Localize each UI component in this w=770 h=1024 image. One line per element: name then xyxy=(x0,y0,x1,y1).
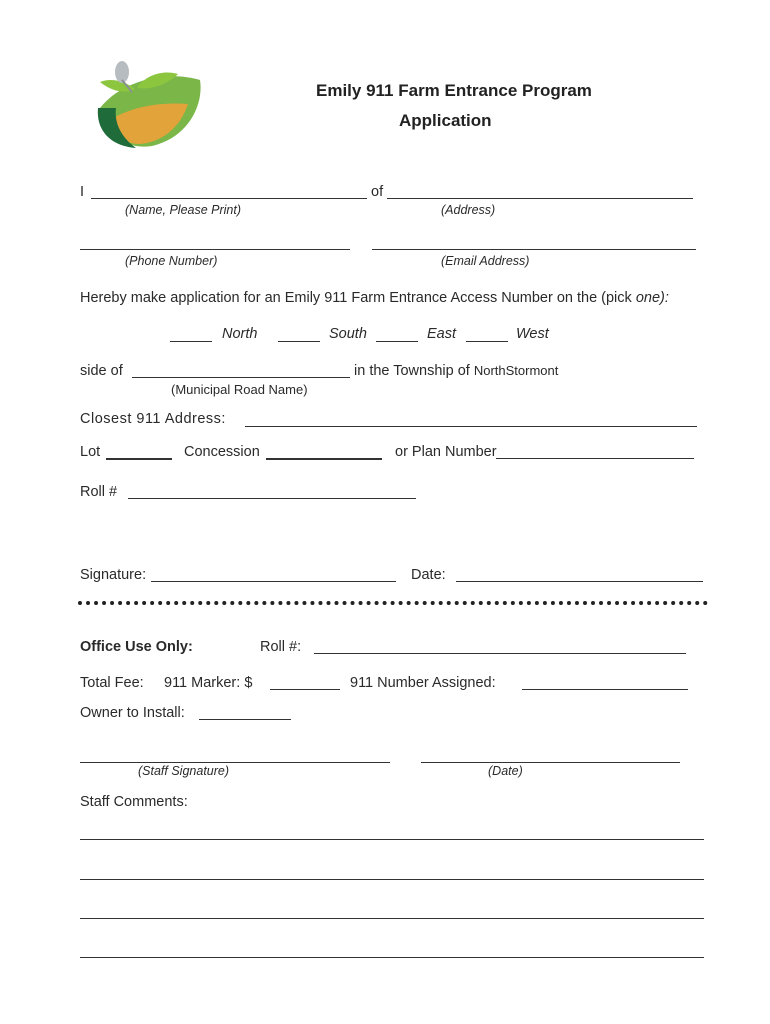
staff-signature-field[interactable] xyxy=(80,762,390,763)
phone-field[interactable] xyxy=(80,249,350,250)
office-use-heading: Office Use Only: xyxy=(80,639,193,655)
address-caption: (Address) xyxy=(441,203,496,217)
township-label xyxy=(354,363,558,379)
application-statement-text: Hereby make application for an Emily 911 Farm Entrance Access Number on the (pick xyxy=(80,290,632,306)
office-roll-field[interactable] xyxy=(314,653,686,654)
lot-label: Lot xyxy=(80,444,101,460)
closest-address-label: Closest 911 Address: xyxy=(80,411,226,427)
closest-address-field[interactable] xyxy=(245,426,697,427)
staff-signature-caption: (Staff Signature) xyxy=(138,764,230,778)
plan-number-field[interactable] xyxy=(496,458,694,459)
number-assigned-field[interactable] xyxy=(522,689,688,690)
west-checkbox[interactable] xyxy=(466,341,508,342)
township-name: NorthStormont xyxy=(473,363,559,378)
section-divider xyxy=(78,601,708,605)
owner-install-field[interactable] xyxy=(199,719,291,720)
total-fee-label: Total Fee: xyxy=(80,675,144,691)
office-roll-label: Roll #: xyxy=(260,639,302,655)
staff-date-field[interactable] xyxy=(421,762,680,763)
number-assigned-label: 911 Number Assigned: xyxy=(350,675,496,691)
i-label: I xyxy=(80,184,85,200)
signature-field[interactable] xyxy=(151,581,396,582)
staff-date-caption: (Date) xyxy=(488,764,523,778)
phone-caption: (Phone Number) xyxy=(125,254,218,268)
direction-east: East xyxy=(427,326,457,342)
roll-field[interactable] xyxy=(128,498,416,499)
east-checkbox[interactable] xyxy=(376,341,418,342)
concession-field[interactable] xyxy=(266,458,382,460)
lot-field[interactable] xyxy=(106,458,172,460)
name-caption: (Name, Please Print) xyxy=(125,203,242,217)
marker-label: 911 Marker: $ xyxy=(164,675,253,691)
address-field[interactable] xyxy=(387,198,693,199)
direction-north: North xyxy=(222,326,258,342)
application-statement-emphasis: one): xyxy=(635,290,669,306)
form-subtitle: Application xyxy=(399,111,492,130)
road-name-field[interactable] xyxy=(132,377,350,378)
township-text: in the Township of xyxy=(354,363,470,379)
of-label: of xyxy=(371,184,384,200)
signature-label: Signature: xyxy=(80,567,147,583)
email-field[interactable] xyxy=(372,249,696,250)
staff-comments-line[interactable] xyxy=(80,957,704,958)
roll-label: Roll # xyxy=(80,484,118,500)
date-field[interactable] xyxy=(456,581,703,582)
plan-number-label: or Plan Number xyxy=(395,444,497,460)
south-checkbox[interactable] xyxy=(278,341,320,342)
direction-south: South xyxy=(329,326,367,342)
owner-install-label: Owner to Install: xyxy=(80,705,185,721)
staff-comments-line[interactable] xyxy=(80,839,704,840)
email-caption: (Email Address) xyxy=(441,254,530,268)
north-checkbox[interactable] xyxy=(170,341,212,342)
name-field[interactable] xyxy=(91,198,367,199)
application-statement xyxy=(80,290,669,306)
staff-comments-line[interactable] xyxy=(80,918,704,919)
program-logo xyxy=(92,58,204,150)
road-caption: (Municipal Road Name) xyxy=(171,382,308,397)
staff-comments-line[interactable] xyxy=(80,879,704,880)
concession-label: Concession xyxy=(184,444,260,460)
side-of-label: side of xyxy=(80,363,123,379)
date-label: Date: xyxy=(411,567,446,583)
form-title: Emily 911 Farm Entrance Program xyxy=(316,81,592,100)
staff-comments-label: Staff Comments: xyxy=(80,794,188,810)
marker-field[interactable] xyxy=(270,689,340,690)
direction-west: West xyxy=(516,326,549,342)
